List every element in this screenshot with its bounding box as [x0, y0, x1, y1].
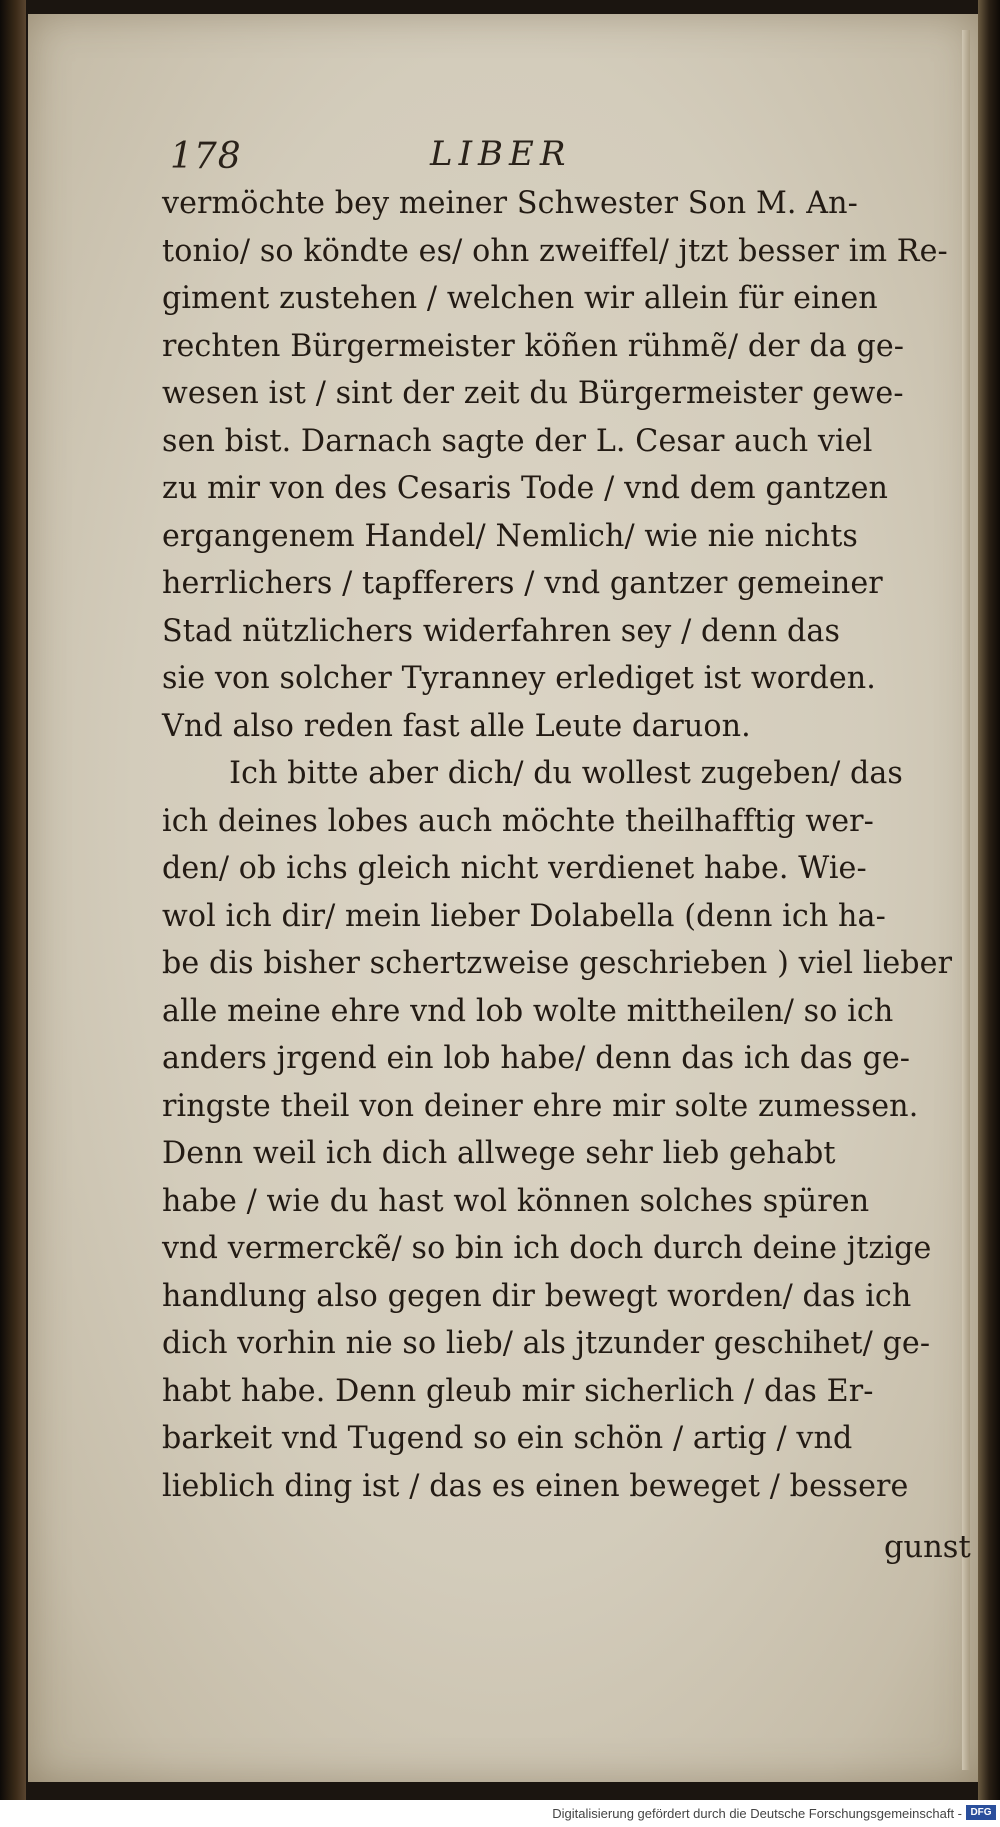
page-number: 178: [170, 136, 242, 177]
text-line: wol ich dir/ mein lieber Dolabella (denn ich ha-: [162, 898, 886, 934]
text-line: sen bist. Darnach sagte der L. Cesar auch viel: [162, 423, 873, 459]
text-line: Stad nützlichers widerfahren sey / denn das: [162, 613, 841, 649]
text-line: den/ ob ichs gleich nicht verdienet habe. Wie-: [162, 851, 867, 886]
text-line: herrlichers / tapfferers / vnd gantzer gemeiner: [162, 566, 883, 601]
text-line: wesen ist / sint der zeit du Bürgermeister gewe-: [162, 376, 904, 411]
text-line: ringste theil von deiner ehre mir solte zumessen.: [162, 1088, 919, 1124]
text-line: ergangenem Handel/ Nemlich/ wie nie nichts: [162, 518, 858, 554]
text-line: be dis bisher schertzweise geschrieben ) viel lieber: [162, 946, 953, 981]
text-line: sie von solcher Tyranney erlediget ist worden.: [162, 661, 876, 696]
text-line: vnd vermerckẽ/ so bin ich doch durch deine jtzige: [162, 1231, 932, 1266]
text-line: lieblich ding ist / das es einen beweget / bessere: [162, 1468, 909, 1504]
text-line-paragraph-start: Ich bitte aber dich/ du wollest zugeben/ das: [229, 756, 903, 791]
text-line: alle meine ehre vnd lob wolte mittheilen/ so ich: [162, 993, 894, 1029]
text-line: ich deines lobes auch möchte theilhafftig wer-: [162, 803, 874, 839]
text-line: dich vorhin nie so lieb/ als jtzunder geschihet/ ge-: [162, 1326, 931, 1361]
book-binding-left: [0, 0, 26, 1800]
dfg-logo-icon: DFG: [966, 1805, 996, 1820]
text-line: handlung also gegen dir bewegt worden/ das ich: [162, 1278, 912, 1314]
running-head: LIBER: [430, 134, 572, 174]
text-line: barkeit vnd Tugend so ein schön / artig / vnd: [162, 1421, 853, 1456]
text-line: Vnd also reden fast alle Leute daruon.: [162, 708, 751, 744]
digitization-footer: [0, 1800, 1000, 1827]
text-line: vermöchte bey meiner Schwester Son M. An-: [162, 186, 858, 221]
funding-credit: Digitalisierung gefördert durch die Deutsche Forschungsgemeinschaft -: [552, 1806, 962, 1821]
body-text: [162, 180, 972, 1510]
text-line: zu mir von des Cesaris Tode / vnd dem gantzen: [162, 471, 889, 506]
text-line: giment zustehen / welchen wir allein für einen: [162, 281, 878, 316]
text-line: anders jrgend ein lob habe/ denn das ich das ge-: [162, 1041, 911, 1076]
text-line: rechten Bürgermeister köñen rühmẽ/ der da ge-: [162, 328, 905, 364]
catchword: gunst: [884, 1530, 971, 1565]
page-header: [170, 130, 870, 180]
text-line: habe / wie du hast wol können solches spüren: [162, 1183, 870, 1219]
text-line: Denn weil ich dich allwege sehr lieb gehabt: [162, 1136, 836, 1171]
book-binding-right: [978, 0, 1000, 1800]
text-line: tonio/ so köndte es/ ohn zweiffel/ jtzt besser im Re-: [162, 233, 948, 269]
text-line: habt habe. Denn gleub mir sicherlich / das Er-: [162, 1373, 874, 1409]
